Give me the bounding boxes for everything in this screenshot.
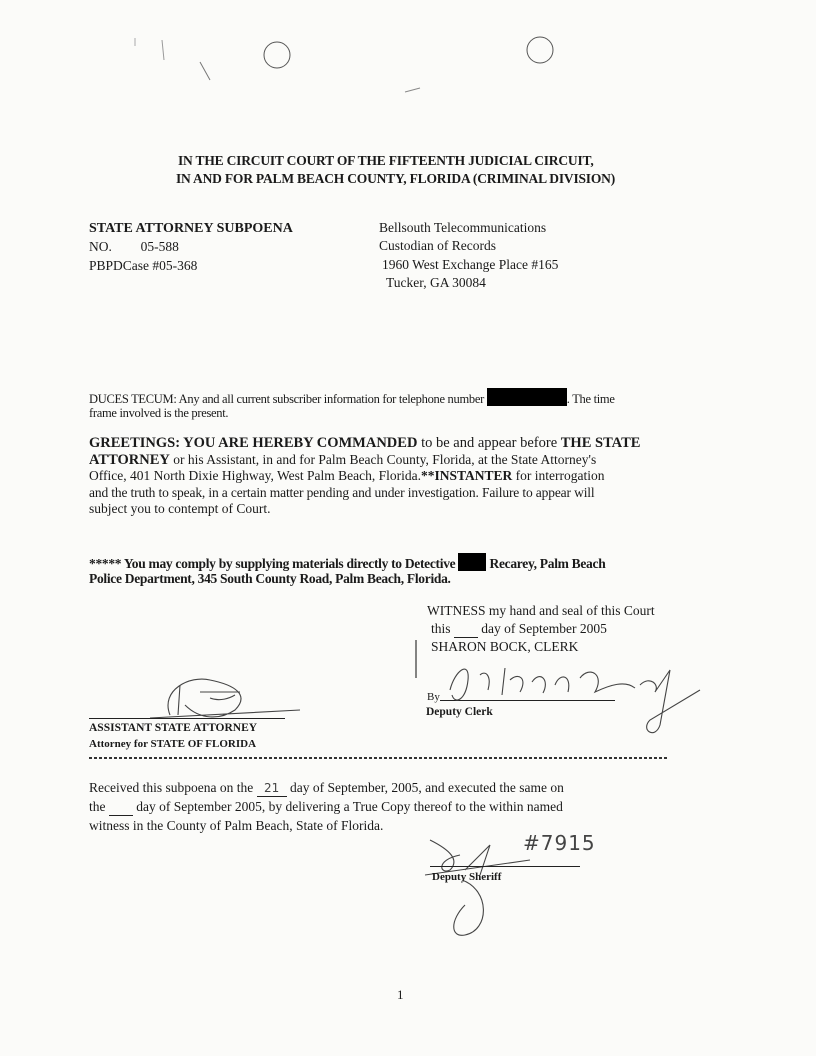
received-line1 [89,780,564,797]
separator-rule [89,757,669,759]
attorney-subtitle: Attorney for STATE OF FLORIDA [89,738,257,750]
greetings-seg1: to be and appear before [417,435,561,451]
greetings-line3: Office, 401 North Dixie Highway, West Palm Beach, Florida. [89,468,421,483]
comply-text-after: Recarey, Palm Beach [489,556,606,571]
witness-clerk-name: SHARON BOCK, CLERK [431,639,579,654]
court-header-line2: IN AND FOR PALM BEACH COUNTY, FLORIDA (CRIMINAL DIVISION) [176,171,616,186]
subpoena-number-label: NO. [89,239,112,254]
received-text-a: Received this subpoena on the [89,780,254,795]
court-header-line1: IN THE CIRCUIT COURT OF THE FIFTEENTH JUDICIAL CIRCUIT, [178,153,594,168]
duces-tecum-text: DUCES TECUM: Any and all current subscriber information for telephone number [89,392,484,406]
redacted-detective-name [458,553,486,571]
deputy-sheriff-label: Deputy Sheriff [432,871,502,883]
recipient-line1: Bellsouth Telecommunications [379,220,547,235]
witness-this: this [431,621,451,636]
comply-line2: Police Department, 345 South County Road, Palm Beach, Florida. [89,571,451,586]
recipient-line3: 1960 West Exchange Place #165 [382,257,559,272]
sheriff-signature-line [430,866,580,867]
greetings-lead: GREETINGS: YOU ARE HEREBY COMMANDED [89,435,418,451]
case-number: PBPDCase #05-368 [89,258,198,273]
received-text-b: day of September, 2005, and executed the same on [289,780,564,795]
attorney-signature-line [89,718,285,719]
witness-line1: WITNESS my hand and seal of this Court [427,603,655,618]
greetings-instanter: **INSTANTER [420,468,513,483]
received-day-value: 21 [257,780,287,797]
received-the: the [89,799,106,814]
deputy-clerk-signature [410,630,710,730]
received-text-c: day of September 2005, by delivering a True Copy thereof to the within named [136,799,563,814]
duces-tecum-text-after: . The time [566,392,615,406]
deputy-badge-number: #7915 [523,831,596,855]
greetings-line5: subject you to contempt of Court. [89,501,271,516]
subpoena-number [89,239,179,255]
redacted-phone-number [487,388,567,406]
witness-day-text: day of September 2005 [481,621,607,636]
attorney-title: ASSISTANT STATE ATTORNEY [89,722,258,734]
greetings-seg3: for interrogation [512,468,605,483]
received-line3: witness in the County of Palm Beach, State of Florida. [89,818,384,833]
received-line2 [89,799,563,816]
deputy-clerk-label: Deputy Clerk [426,706,493,718]
scan-artifacts [0,0,816,110]
subpoena-title: STATE ATTORNEY SUBPOENA [89,221,293,236]
subpoena-number-value: 05-588 [140,239,179,254]
greetings-state-attorney-a: THE STATE [560,435,641,451]
greetings-paragraph [89,435,719,518]
page-number: 1 [397,987,404,1002]
greetings-line4: and the truth to speak, in a certain matter pending and under investigation. Failure to appear will [89,484,595,500]
comply-text-before: ***** You may comply by supplying materials directly to Detective [89,556,456,571]
witness-by-label: By [427,691,440,703]
recipient-line4: Tucker, GA 30084 [386,275,486,290]
greetings-state-attorney-b: ATTORNEY [89,451,170,468]
duces-tecum-line2: frame involved is the present. [89,406,229,420]
received-day-blank [109,799,133,816]
greetings-seg2: or his Assistant, in and for Palm Beach County, Florida, at the State Attorney's [169,451,597,467]
recipient-line2: Custodian of Records [379,238,496,253]
comply-line1 [89,553,605,572]
